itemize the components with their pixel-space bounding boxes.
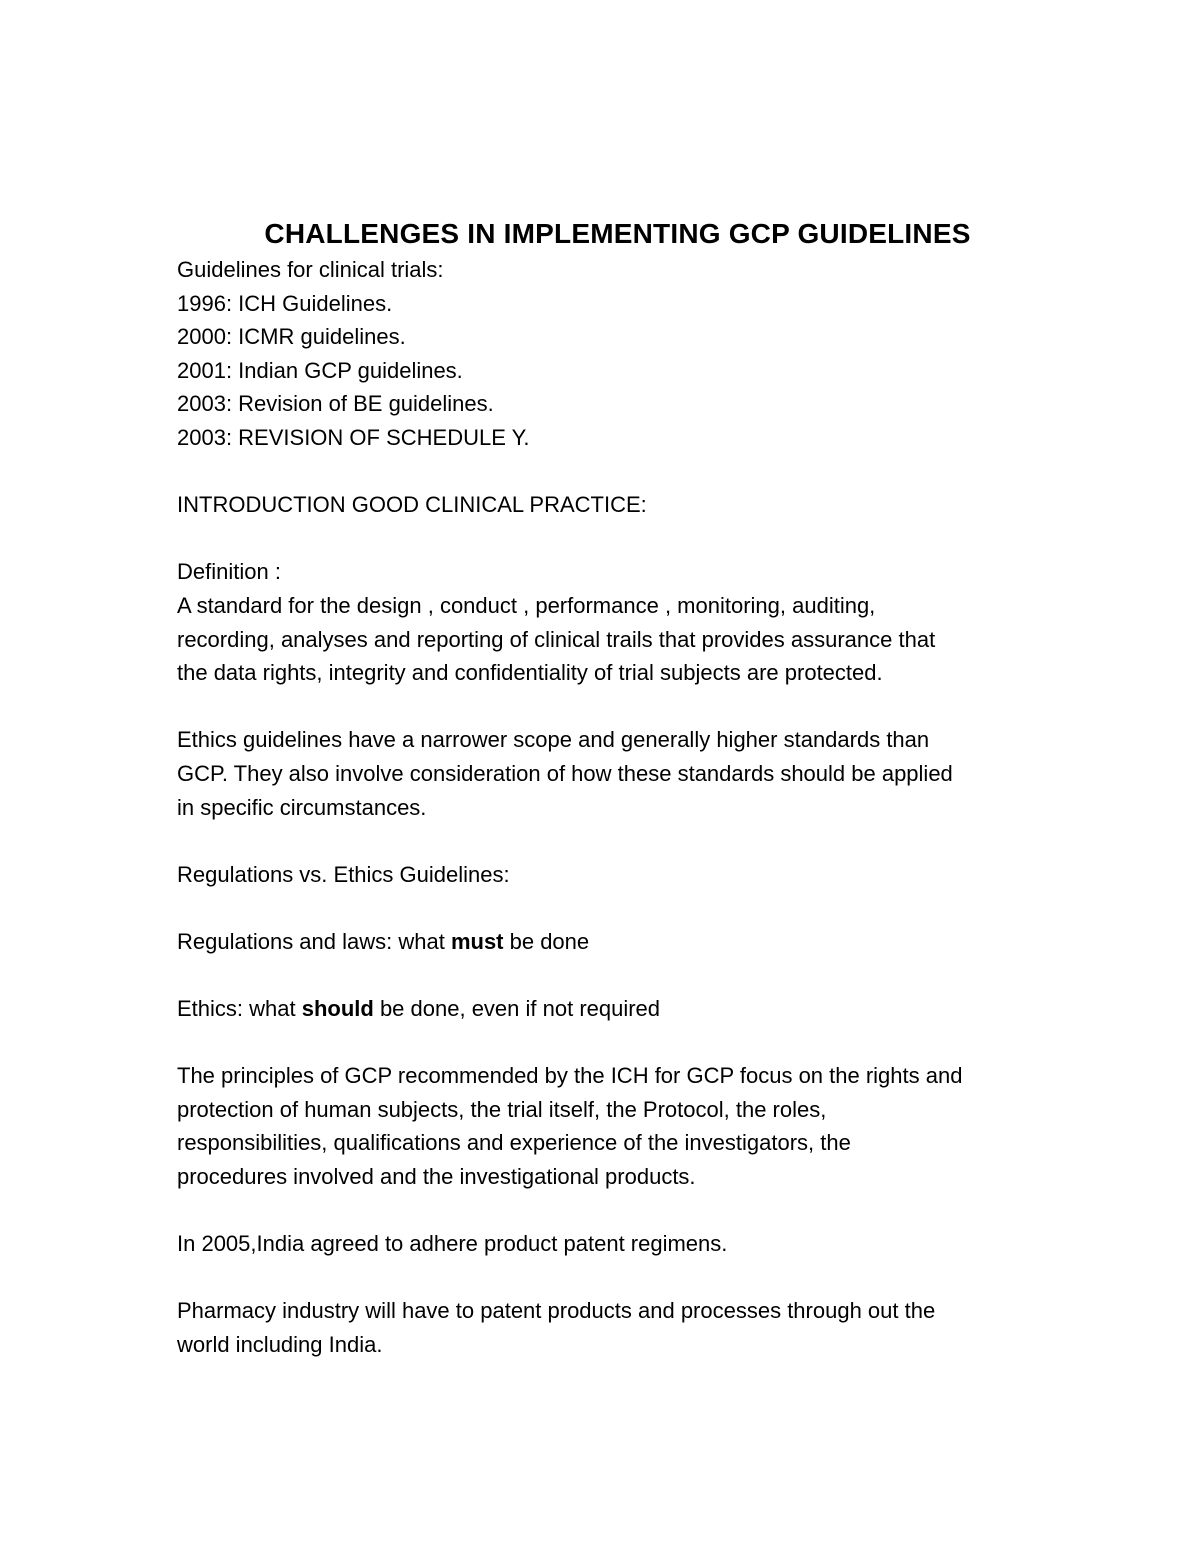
paragraph-spacer [177, 522, 1077, 556]
regulations-line-suffix: be done [503, 928, 590, 954]
pharmacy-line: Pharmacy industry will have to patent products and processes through out the [177, 1298, 936, 1324]
patent-line: In 2005,India agreed to adhere product patent regimens. [177, 1231, 728, 1257]
ethics-paragraph-line: GCP. They also involve consideration of how these standards should be applied [177, 760, 953, 786]
guideline-item: 1996: ICH Guidelines. [177, 290, 393, 316]
guideline-item: 2000: ICMR guidelines. [177, 324, 406, 350]
ethics-line-suffix: be done, even if not required [373, 996, 661, 1022]
regulations-line [177, 925, 1077, 959]
paragraph-spacer [177, 690, 1077, 724]
intro-heading: INTRODUCTION GOOD CLINICAL PRACTICE: [177, 492, 647, 518]
guidelines-heading: Guidelines for clinical trials: [177, 257, 444, 282]
paragraph-spacer [177, 958, 1077, 992]
document-body [177, 253, 1077, 1362]
regulations-heading: Regulations vs. Ethics Guidelines: [177, 861, 510, 887]
regulations-line-emphasis: must [450, 928, 504, 954]
definition-line: the data rights, integrity and confidentiality of trial subjects are protected. [177, 660, 883, 686]
principles-line: procedures involved and the investigational products. [177, 1164, 696, 1190]
definition-line: recording, analyses and reporting of clinical trails that provides assurance that [177, 626, 936, 652]
definition-line: A standard for the design , conduct , performance , monitoring, auditing, [177, 592, 876, 618]
principles-line: protection of human subjects, the trial itself, the Protocol, the roles, [177, 1096, 827, 1122]
guideline-item: 2001: Indian GCP guidelines. [177, 357, 463, 383]
paragraph-spacer [177, 1194, 1077, 1228]
definition-label: Definition : [177, 559, 281, 585]
ethics-line [177, 992, 1077, 1026]
paragraph-spacer [177, 1026, 1077, 1060]
paragraph-spacer [177, 891, 1077, 925]
guideline-item: 2003: REVISION OF SCHEDULE Y. [177, 424, 530, 450]
paragraph-spacer [177, 455, 1077, 489]
ethics-line-prefix: Ethics: what [177, 996, 302, 1022]
ethics-line-emphasis: should [301, 996, 374, 1022]
document-title: CHALLENGES IN IMPLEMENTING GCP GUIDELINES [264, 218, 971, 249]
ethics-paragraph-line: in specific circumstances. [177, 794, 427, 820]
paragraph-spacer [177, 824, 1077, 858]
regulations-line-prefix: Regulations and laws: what [177, 928, 451, 954]
principles-line: The principles of GCP recommended by the ICH for GCP focus on the rights and [177, 1063, 963, 1089]
paragraph-spacer [177, 1261, 1077, 1295]
guideline-item: 2003: Revision of BE guidelines. [177, 391, 494, 417]
pharmacy-line: world including India. [177, 1332, 383, 1357]
ethics-paragraph-line: Ethics guidelines have a narrower scope and generally higher standards than [177, 727, 930, 753]
principles-line: responsibilities, qualifications and experience of the investigators, the [177, 1130, 851, 1156]
